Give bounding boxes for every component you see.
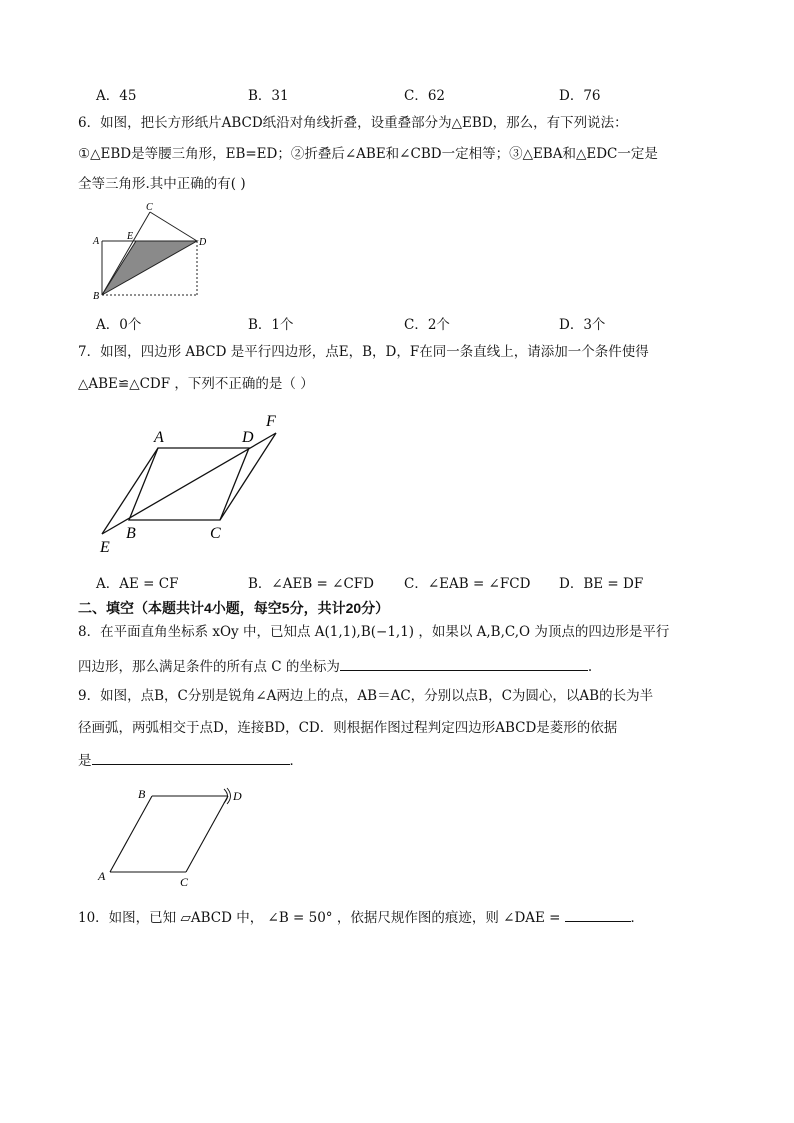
- q6-line-2: ①△EBD是等腰三角形，EB=ED；②折叠后∠ABE和∠CBD一定相等；③△EBA和△EDC一定是: [78, 146, 658, 162]
- q9-label-c: C: [180, 875, 189, 889]
- q9-line-3-text: 是: [78, 753, 92, 769]
- q9-line-2: 径画弧，两弧相交于点D，连接BD，CD．则根据作图过程判定四边形ABCD是菱形的依据: [78, 720, 618, 736]
- q7-figure: [96, 410, 296, 560]
- q6-line-3: 全等三角形.其中正确的有( ): [78, 176, 246, 192]
- q6-shaded-triangle: [102, 241, 197, 295]
- q7-label-a: A: [154, 429, 164, 446]
- q7-segment-ae: [102, 448, 158, 534]
- q9-line-3: [78, 750, 303, 769]
- q6-label-c: C: [146, 202, 153, 213]
- q7-line-1: 7．如图，四边形 ABCD 是平行四边形，点E，B，D，F在同一条直线上，请添加一个条件使得: [78, 344, 649, 360]
- q10-text: 10．如图，已知 ▱ABCD 中， ∠B = 50° ，依据尺规作图的痕迹，则 ∠DAE =: [78, 910, 561, 926]
- q7-option-c: C．∠EAB = ∠FCD: [404, 576, 531, 592]
- q6-label-e: E: [127, 231, 134, 242]
- q8-line-2-end: .: [587, 659, 593, 675]
- q6-label-d: D: [199, 237, 207, 248]
- q8-line-1: 8．在平面直角坐标系 xOy 中，已知点 A(1,1),B(−1,1) ，如果以 A,B,C,O 为顶点的四边形是平行: [78, 624, 670, 640]
- q8-answer-blank[interactable]: [340, 656, 588, 671]
- q7-option-a: A．AE = CF: [96, 576, 179, 592]
- q5-option-b: B．31: [248, 88, 289, 104]
- q6-option-d: D．3个: [559, 317, 606, 333]
- q9-side-ab: [110, 796, 152, 872]
- question-10: [78, 907, 644, 926]
- q7-label-e: E: [100, 539, 110, 556]
- q9-label-b: B: [138, 787, 146, 801]
- q7-label-c: C: [210, 525, 221, 542]
- q6-option-a: A．0个: [96, 317, 142, 333]
- q6-option-b: B．1个: [248, 317, 294, 333]
- q6-label-a: A: [93, 236, 100, 247]
- q7-label-b: B: [126, 525, 136, 542]
- q6-folded-cd: [150, 212, 197, 241]
- q6-label-b: B: [93, 291, 100, 302]
- q6-figure: [90, 200, 220, 305]
- q7-option-d: D．BE = DF: [559, 576, 644, 592]
- q7-segment-cf: [220, 433, 276, 520]
- q9-answer-blank[interactable]: [92, 750, 290, 765]
- q5-option-c: C．62: [404, 88, 446, 104]
- q8-line-2-text: 四边形，那么满足条件的所有点 C 的坐标为: [78, 659, 340, 675]
- q7-label-f: F: [266, 413, 276, 430]
- q5-option-d: D．76: [559, 88, 601, 104]
- q7-option-b: B．∠AEB = ∠CFD: [248, 576, 374, 592]
- q6-line-1: 6．如图，把长方形纸片ABCD纸沿对角线折叠，设重叠部分为△EBD，那么，有下列说法：: [78, 115, 628, 131]
- q8-line-2: [78, 656, 592, 675]
- q5-option-a: A．45: [96, 88, 137, 104]
- q10-answer-blank[interactable]: [565, 907, 631, 922]
- q9-label-d: D: [233, 789, 242, 803]
- q9-figure: [96, 784, 246, 892]
- q9-label-a: A: [98, 869, 106, 883]
- q7-label-d: D: [242, 429, 254, 446]
- q9-side-cd: [186, 796, 228, 872]
- section-2-title: 二、填空（本题共计4小题，每空5分，共计20分）: [78, 600, 390, 616]
- q10-end: ．: [630, 910, 644, 926]
- q9-line-1: 9．如图，点B，C分别是锐角∠A两边上的点，AB＝AC，分别以点B，C为圆心，以AB的长为半: [78, 688, 654, 704]
- q9-line-3-end: ．: [289, 753, 303, 769]
- q7-line-2: △ABE≌△CDF ，下列不正确的是（ ）: [78, 376, 314, 392]
- q6-option-c: C．2个: [404, 317, 450, 333]
